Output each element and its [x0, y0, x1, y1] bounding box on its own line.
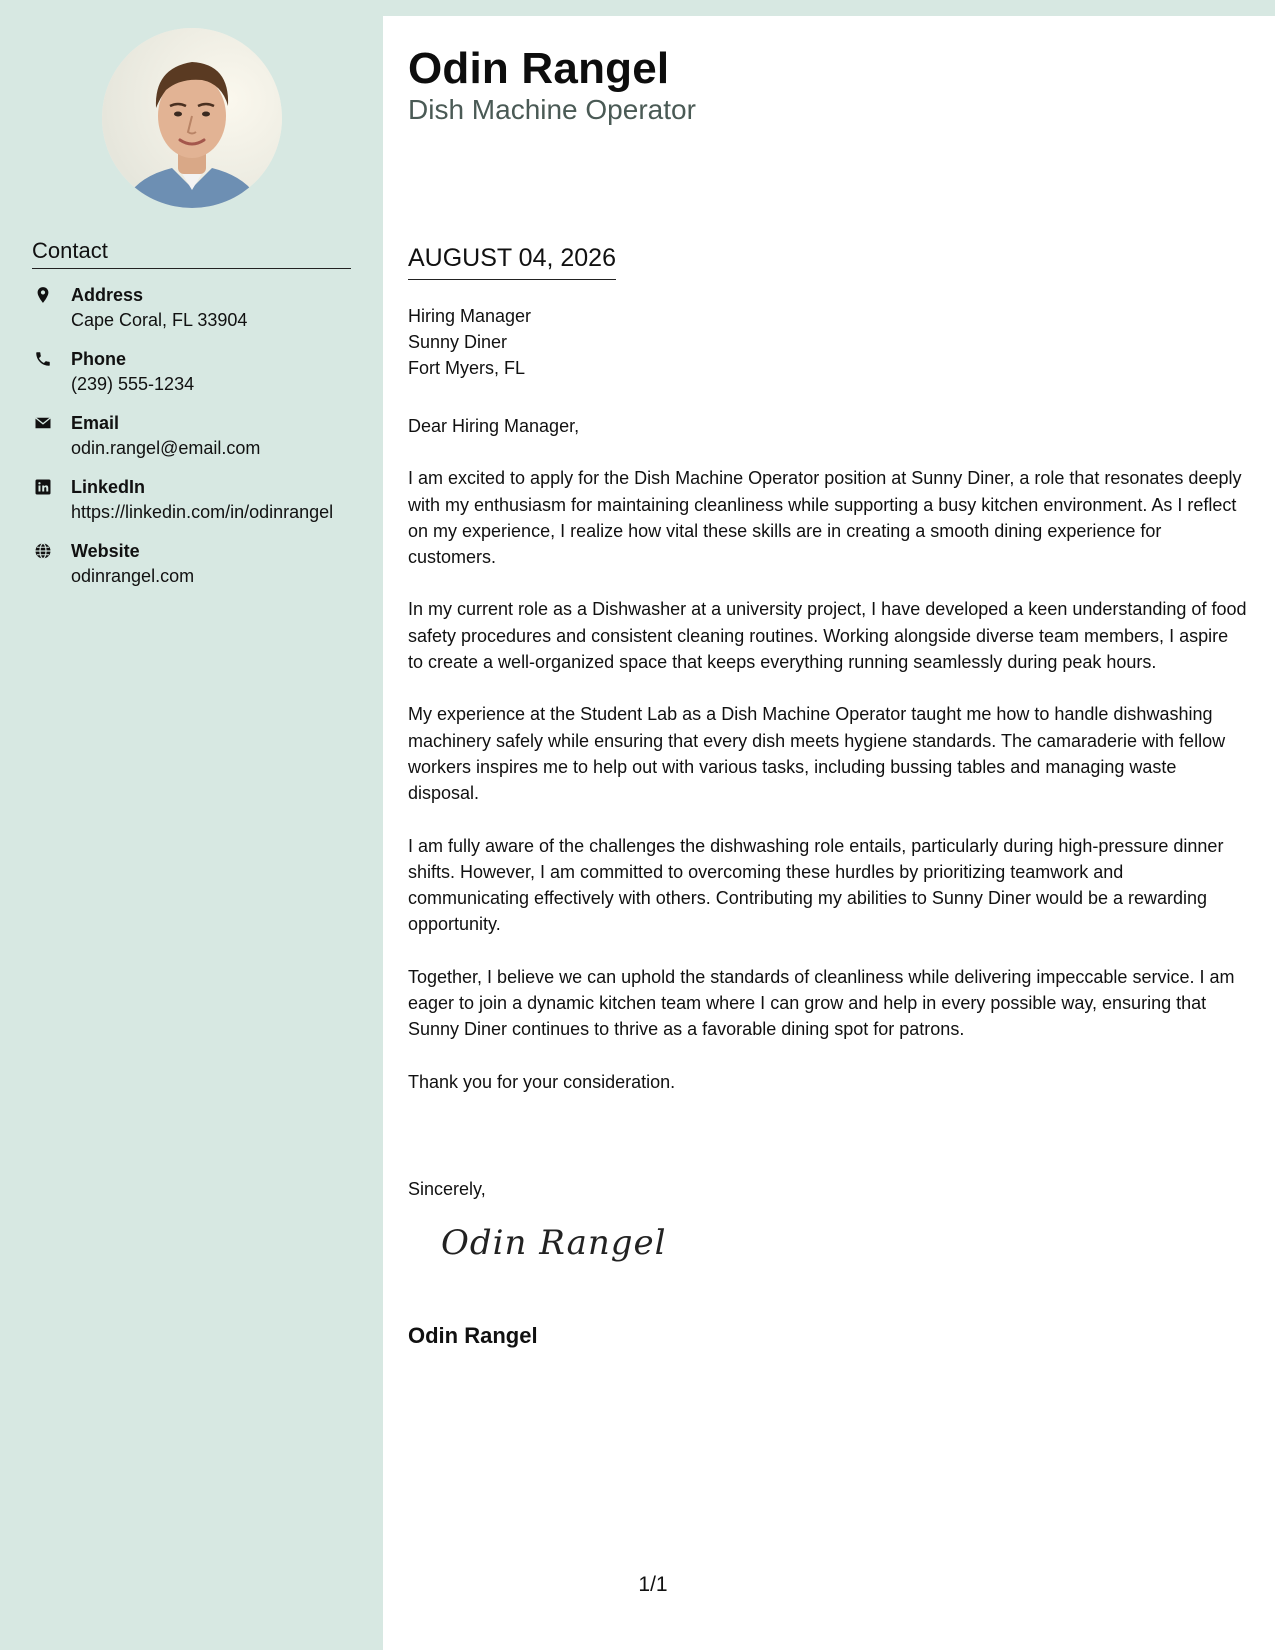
recipient-line: Sunny Diner: [408, 332, 508, 352]
map-pin-icon: [34, 286, 52, 304]
globe-icon: [34, 542, 52, 560]
envelope-icon: [34, 414, 52, 432]
contact-label: Address: [71, 285, 144, 305]
letter-body: [408, 413, 1248, 1121]
contact-value: (239) 555-1234: [71, 374, 195, 394]
letter-paragraph: Thank you for your consideration.: [408, 1071, 676, 1092]
salutation: Dear Hiring Manager,: [408, 416, 580, 436]
letter-paragraph: Together, I believe we can uphold the standards of cleanliness while delivering impeccable service. I am eager to join a dynamic kitchen team where I can grow and help in every possible way, ensuring that Sunny Diner continues to thrive as a favorable dining spot for patrons.: [408, 966, 1235, 1040]
contact-label: Email: [71, 413, 120, 433]
contact-value[interactable]: odinrangel.com: [71, 566, 195, 586]
sidebar: [0, 0, 383, 1650]
letter-paragraph: In my current role as a Dishwasher at a university project, I have developed a keen understanding of food safety procedures and consistent cleaning routines. Working alongside diverse team members, I aspire to create a well-organized space that keeps everything running seamlessly during peak hours.: [408, 599, 1247, 673]
job-title: Dish Machine Operator: [408, 94, 696, 125]
linkedin-icon: [34, 478, 52, 496]
contact-label: Website: [71, 541, 140, 561]
contact-label: Phone: [71, 349, 127, 369]
signed-name: Odin Rangel: [408, 1323, 538, 1348]
contact-phone: [32, 347, 352, 397]
recipient-block: [408, 303, 531, 381]
recipient-line: Hiring Manager: [408, 306, 532, 326]
closing: Sincerely,: [408, 1179, 486, 1199]
contact-label: LinkedIn: [71, 477, 146, 497]
letter-paragraph: My experience at the Student Lab as a Dish Machine Operator taught me how to handle dishwashing machinery safely while ensuring that every dish meets hygiene standards. The camaraderie with fellow workers inspires me to help out with various tasks, including bussing tables and managing waste disposal.: [408, 704, 1226, 804]
recipient-line: Fort Myers, FL: [408, 358, 526, 378]
contact-heading: Contact: [32, 238, 351, 269]
applicant-name: Odin Rangel: [408, 44, 670, 93]
profile-photo: [102, 28, 282, 208]
page-number: 1/1: [638, 1573, 668, 1596]
contact-value: Cape Coral, FL 33904: [71, 310, 248, 330]
signature: Odin Rangel: [441, 1223, 667, 1263]
contact-value[interactable]: https://linkedin.com/in/odinrangel: [71, 502, 334, 522]
contact-value[interactable]: odin.rangel@email.com: [71, 438, 261, 458]
contact-linkedin: [32, 475, 352, 525]
letter-paragraph: I am excited to apply for the Dish Machine Operator position at Sunny Diner, a role that resonates deeply with my enthusiasm for maintaining cleanliness while supporting a busy kitchen environment. As I reflect on my experience, I realize how vital these skills are in creating a smooth dining experience for customers.: [408, 468, 1242, 568]
contact-email: [32, 411, 352, 461]
letter-panel: [383, 16, 1275, 1650]
contact-website: [32, 539, 352, 589]
contact-address: [32, 283, 352, 333]
phone-icon: [34, 350, 52, 368]
letter-paragraph: I am fully aware of the challenges the dishwashing role entails, particularly during high-pressure dinner shifts. However, I am committed to overcoming these hurdles by prioritizing teamwork and communicating effectively with others. Contributing my abilities to Sunny Diner would be a rewarding opportunity.: [408, 835, 1224, 935]
letter-date: AUGUST 04, 2026: [408, 244, 616, 280]
contact-list: [32, 283, 352, 603]
